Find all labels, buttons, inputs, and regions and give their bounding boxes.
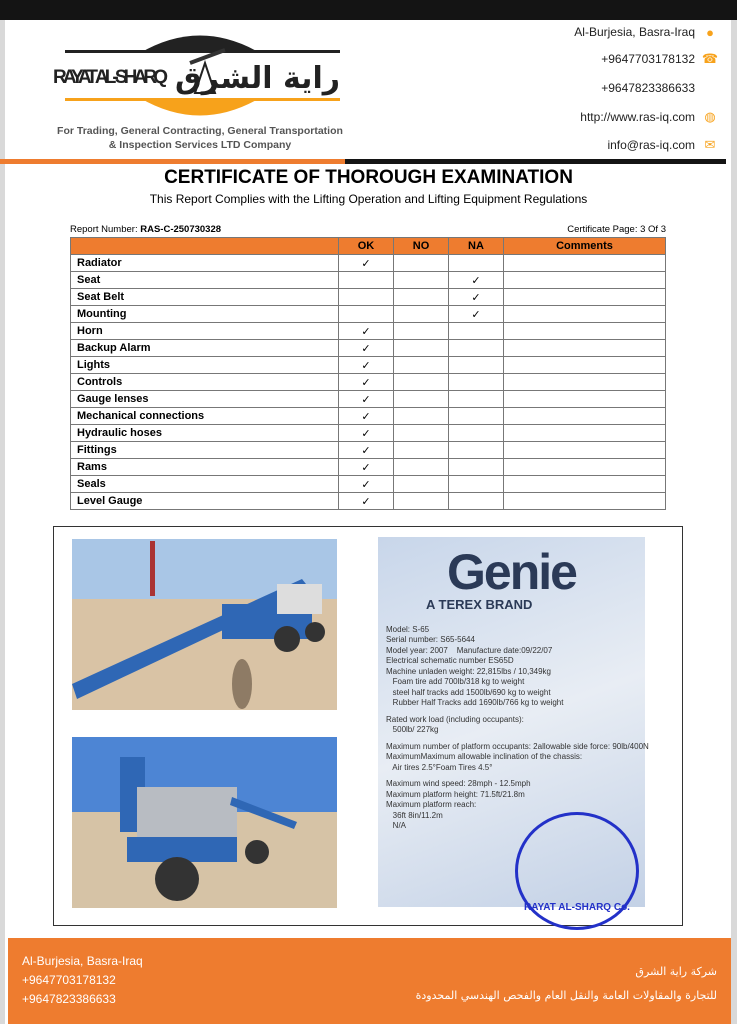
table-row: [71, 442, 666, 459]
ok-cell: [339, 272, 394, 289]
ok-cell: ✓: [339, 425, 394, 442]
report-number: Report Number: RAS-C-250730328: [70, 224, 222, 235]
item-name: Seat: [71, 272, 339, 289]
comments-cell: [504, 289, 666, 306]
na-cell: [449, 408, 504, 425]
ok-cell: ✓: [339, 357, 394, 374]
comments-cell: [504, 391, 666, 408]
ok-cell: ✓: [339, 323, 394, 340]
ok-cell: ✓: [339, 255, 394, 272]
comments-cell: [504, 408, 666, 425]
ok-cell: ✓: [339, 476, 394, 493]
plate-line: MaximumMaximum allowable inclination of the chassis:: [386, 752, 583, 761]
table-row: [71, 374, 666, 391]
top-bar: [0, 0, 737, 20]
footer-phone1: +9647703178132: [22, 973, 116, 987]
plate-line: Air tires 2.5°Foam Tires 4.5°: [386, 762, 493, 772]
header-item: [71, 238, 339, 255]
footer-address: Al-Burjesia, Basra-Iraq: [22, 954, 143, 968]
table-row: [71, 306, 666, 323]
na-cell: [449, 374, 504, 391]
company-stamp: RAYAT AL-SHARQ Co.: [515, 812, 639, 930]
ok-cell: ✓: [339, 340, 394, 357]
phone-icon: ☎: [701, 51, 719, 66]
ok-cell: ✓: [339, 374, 394, 391]
no-cell: [394, 493, 449, 510]
na-cell: [449, 476, 504, 493]
plate-line: 500lb/ 227kg: [386, 725, 439, 734]
no-cell: [394, 357, 449, 374]
ok-cell: ✓: [339, 442, 394, 459]
ok-cell: ✓: [339, 391, 394, 408]
item-name: Radiator: [71, 255, 339, 272]
table-row: [71, 357, 666, 374]
na-cell: ✓: [449, 289, 504, 306]
na-cell: [449, 391, 504, 408]
item-name: Mounting: [71, 306, 339, 323]
comments-cell: [504, 374, 666, 391]
table-row: [71, 408, 666, 425]
page-subtitle: This Report Complies with the Lifting Operation and Lifting Equipment Regulations: [149, 192, 588, 206]
plate-line: Maximum wind speed: 28mph - 12.5mph: [386, 779, 531, 788]
no-cell: [394, 408, 449, 425]
contact-phone2: +9647823386633: [601, 81, 695, 95]
footer-phone2: +9647823386633: [22, 992, 116, 1006]
no-cell: [394, 323, 449, 340]
na-cell: [449, 323, 504, 340]
page-title: CERTIFICATE OF THOROUGH EXAMINATION: [164, 167, 573, 188]
location-pin-icon: ●: [706, 24, 714, 40]
machine-photo-side: [72, 539, 337, 710]
item-name: Fittings: [71, 442, 339, 459]
item-name: Rams: [71, 459, 339, 476]
plate-line: Serial number: S65-5644: [386, 635, 475, 644]
table-row: [71, 323, 666, 340]
machine-photo-rear: [72, 737, 337, 908]
ok-cell: ✓: [339, 408, 394, 425]
na-cell: ✓: [449, 272, 504, 289]
no-cell: [394, 272, 449, 289]
table-row: [71, 459, 666, 476]
comments-cell: [504, 476, 666, 493]
comments-cell: [504, 323, 666, 340]
na-cell: [449, 255, 504, 272]
ok-cell: ✓: [339, 493, 394, 510]
no-cell: [394, 255, 449, 272]
item-name: Level Gauge: [71, 493, 339, 510]
na-cell: ✓: [449, 306, 504, 323]
header-ok: OK: [339, 238, 394, 255]
item-name: Gauge lenses: [71, 391, 339, 408]
contact-website[interactable]: http://www.ras-iq.com ◍: [580, 109, 716, 124]
comments-cell: [504, 357, 666, 374]
no-cell: [394, 442, 449, 459]
globe-icon: ◍: [704, 109, 716, 124]
contact-address: Al-Burjesia, Basra-Iraq ●: [574, 25, 717, 39]
no-cell: [394, 425, 449, 442]
plate-line: Model year: 2007 Manufacture date:09/22/07: [386, 645, 553, 655]
plate-line: Maximum platform reach:: [386, 800, 477, 809]
no-cell: [394, 391, 449, 408]
no-cell: [394, 476, 449, 493]
certificate-page: Certificate Page: 3 Of 3: [567, 224, 666, 235]
item-name: Backup Alarm: [71, 340, 339, 357]
header-na: NA: [449, 238, 504, 255]
comments-cell: [504, 306, 666, 323]
divider-black: [345, 159, 726, 164]
table-row: [71, 272, 666, 289]
genie-logo: Genie: [447, 544, 576, 600]
comments-cell: [504, 442, 666, 459]
no-cell: [394, 289, 449, 306]
terex-brand: A TEREX BRAND: [426, 597, 533, 612]
plate-line: Rated work load (including occupants):: [386, 714, 524, 724]
na-cell: [449, 459, 504, 476]
ok-cell: [339, 306, 394, 323]
comments-cell: [504, 493, 666, 510]
comments-cell: [504, 425, 666, 442]
contact-phone1: +9647703178132 ☎: [601, 51, 719, 66]
divider-orange: [0, 159, 345, 164]
inspection-table: [70, 237, 666, 510]
contact-email[interactable]: info@ras-iq.com ✉: [607, 137, 716, 152]
company-tagline: For Trading, General Contracting, General Transportation & Inspection Services LTD Company: [57, 125, 343, 151]
plate-line: 36ft 8in/11.2m: [386, 810, 443, 820]
na-cell: [449, 357, 504, 374]
item-name: Mechanical connections: [71, 408, 339, 425]
comments-cell: [504, 255, 666, 272]
item-name: Seals: [71, 476, 339, 493]
header-comments: Comments: [504, 238, 666, 255]
na-cell: [449, 493, 504, 510]
footer-arabic-name: شركة راية الشرق: [635, 965, 717, 978]
table-row: [71, 289, 666, 306]
item-name: Lights: [71, 357, 339, 374]
comments-cell: [504, 340, 666, 357]
plate-line: Foam tire add 700lb/318 kg to weight: [386, 677, 525, 686]
plate-line: Model: S-65: [386, 624, 430, 634]
ok-cell: [339, 289, 394, 306]
company-logo: [50, 28, 350, 123]
no-cell: [394, 306, 449, 323]
plate-line: Rubber Half Tracks add 1690lb/766 kg to weight: [386, 698, 564, 707]
svg-text:RAYAT AL-SHARQ: RAYAT AL-SHARQ: [53, 67, 168, 88]
item-name: Horn: [71, 323, 339, 340]
table-row: [71, 340, 666, 357]
item-name: Hydraulic hoses: [71, 425, 339, 442]
na-cell: [449, 340, 504, 357]
table-row: [71, 493, 666, 510]
table-row: [71, 255, 666, 272]
item-name: Controls: [71, 374, 339, 391]
na-cell: [449, 425, 504, 442]
no-cell: [394, 459, 449, 476]
comments-cell: [504, 459, 666, 476]
plate-line: Electrical schematic number ES65D: [386, 656, 514, 665]
item-name: Seat Belt: [71, 289, 339, 306]
table-row: [71, 391, 666, 408]
no-cell: [394, 340, 449, 357]
plate-line: steel half tracks add 1500lb/690 kg to weight: [386, 687, 551, 697]
mail-icon: ✉: [704, 137, 716, 152]
ok-cell: ✓: [339, 459, 394, 476]
comments-cell: [504, 272, 666, 289]
header-no: NO: [394, 238, 449, 255]
plate-line: Maximum platform height: 71.5ft/21.8m: [386, 789, 525, 799]
footer-arabic-description: للتجارة والمقاولات العامة والنقل العام والفحص الهندسي المحدودة: [415, 989, 717, 1002]
table-row: [71, 425, 666, 442]
table-row: [71, 476, 666, 493]
no-cell: [394, 374, 449, 391]
plate-line: N/A: [386, 821, 407, 830]
na-cell: [449, 442, 504, 459]
plate-line: Maximum number of platform occupants: 2allowable side force: 90lb/400N: [386, 741, 649, 751]
svg-text:راية الشرق: راية الشرق: [174, 61, 340, 96]
plate-line: Machine unladen weight: 22,815lbs / 10,349kg: [386, 666, 552, 676]
footer: [8, 938, 731, 1024]
